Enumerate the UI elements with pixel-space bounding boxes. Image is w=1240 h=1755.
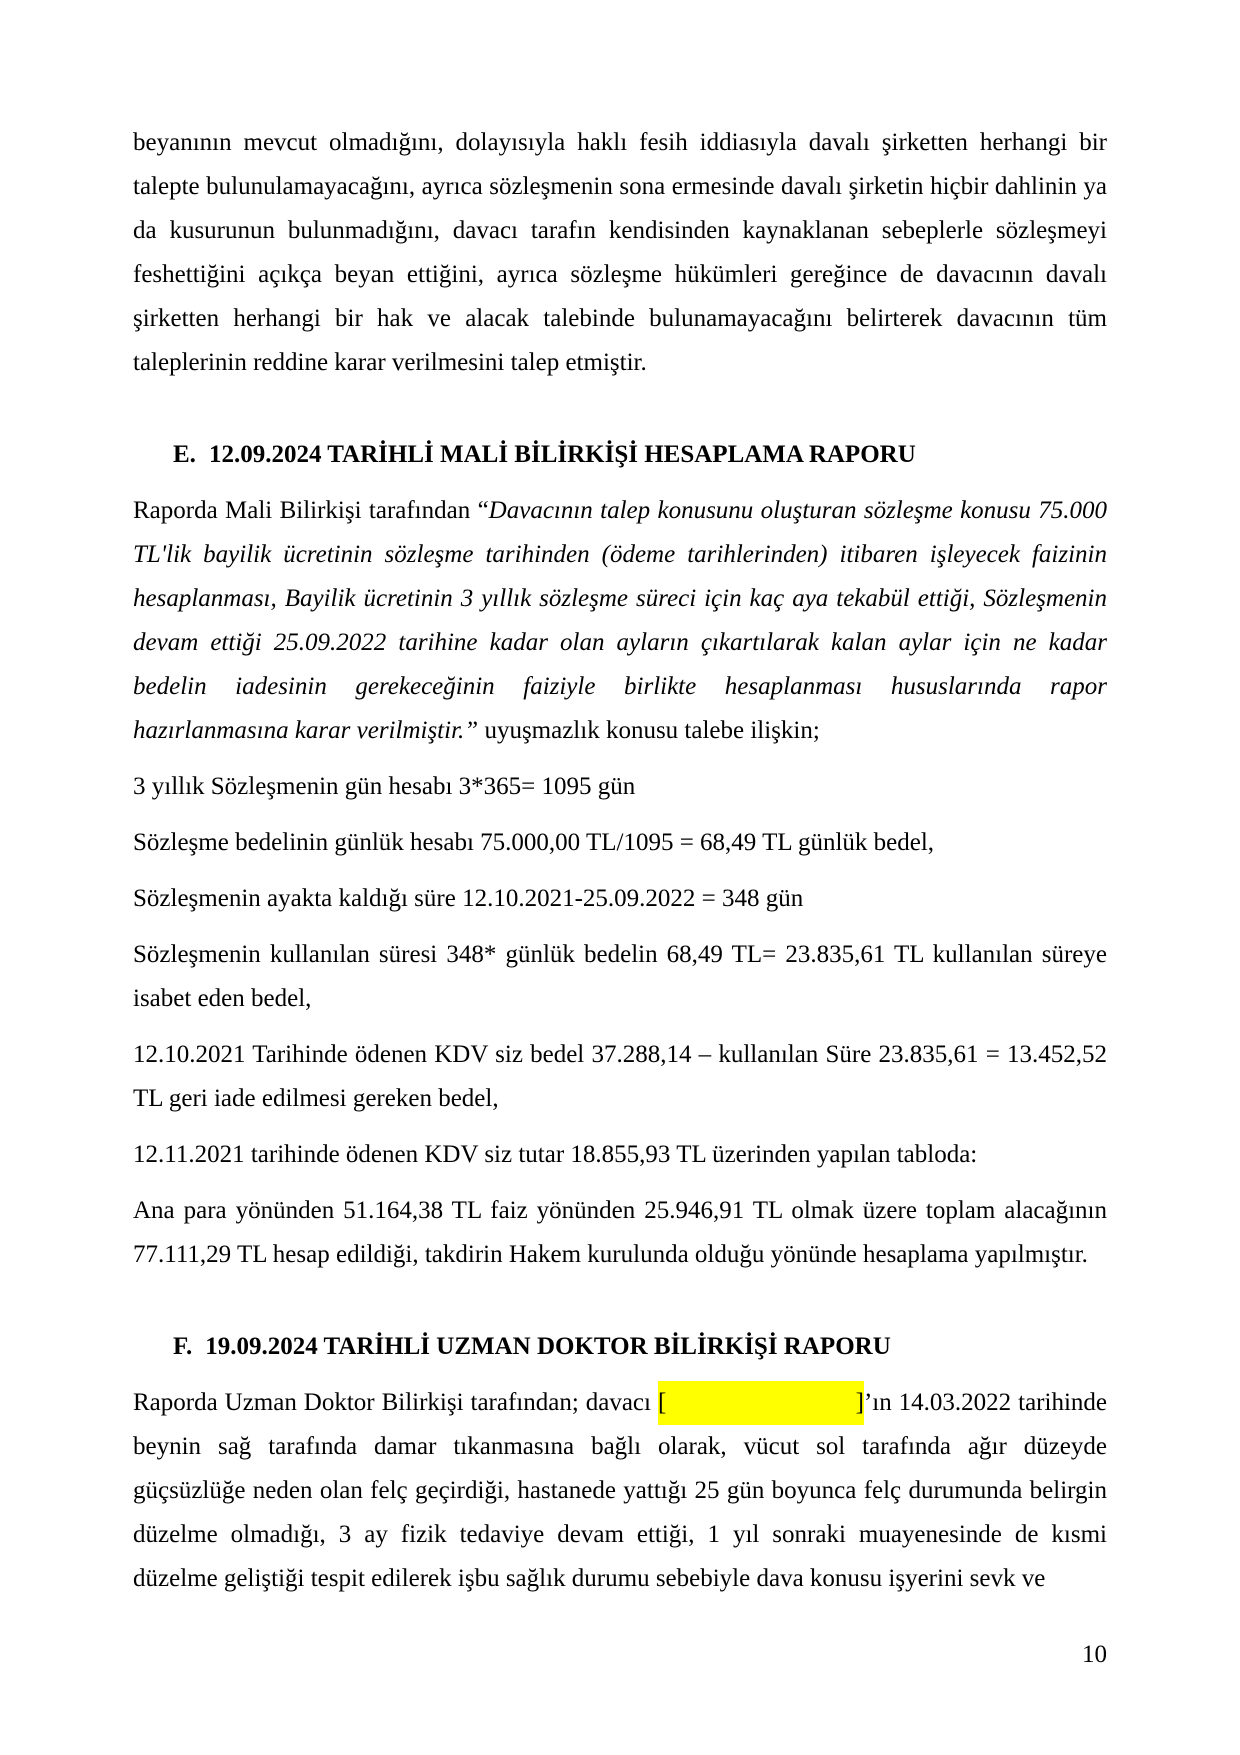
quoted-expert-assignment: Davacının talep konusunu oluşturan sözleşme konusu 75.000 TL'lik bayilik ücretinin sözleşme tarihinden (ödeme tarihlerinden) itibaren işleyecek faizinin hesaplanması, Bayilik ücretinin 3 yıllık sözleşme süreci için kaç aya tekabül ettiği, Sözleşmenin devam ettiği 25.09.2022 tarihine kadar olan ayların çıkartılarak kalan aylar için ne kadar bedelin iadesinin gerekeceğinin faiziyle birlikte hesaplanması hususlarında rapor hazırlanmasına karar verilmiştir.” (133, 497, 1107, 744)
paragraph-lead: Raporda Mali Bilirkişi tarafından “ (133, 497, 489, 524)
paragraph-tail: uyuşmazlık konusu talebe ilişkin; (478, 717, 820, 744)
section-f-heading (133, 1325, 1107, 1369)
paragraph-doctor-expert-report (133, 1381, 1107, 1601)
calc-line-daily-rate: Sözleşme bedelinin günlük hesabı 75.000,00 TL/1095 = 68,49 TL günlük bedel, (133, 829, 935, 856)
calc-line-vat-excluded-amount: 12.11.2021 tarihinde ödenen KDV siz tutar 18.855,93 TL üzerinden yapılan tabloda: (133, 1141, 978, 1168)
section-f-label: F. (173, 1333, 193, 1360)
section-e-title: 12.09.2024 TARİHLİ MALİ BİLİRKİŞİ HESAPLAMA RAPORU (208, 441, 916, 468)
paragraph-lead: Raporda Uzman Doktor Bilirkişi tarafından; davacı (133, 1389, 658, 1416)
paragraph-financial-expert-report (133, 489, 1107, 753)
paragraph-defense-claims: beyanının mevcut olmadığını, dolayısıyla haklı fesih iddiasıyla davalı şirketten herhangi bir talepte bulunulamayacağını, ayrıca sözleşmenin sona ermesinde davalı şirketin hiçbir dahlinin ya da kusurunun bulunmadığını, davacı tarafın kendisinden kaynaklanan sebeplerle sözleşmeyi feshettiğini açıkça beyan ettiğini, ayrıca sözleşme hükümleri gereğince de davacının davalı şirketten herhangi bir hak ve alacak talebinde bulunamayacağını belirterek davacının tüm taleplerinin reddine karar verilmesini talep etmiştir. (133, 129, 1107, 376)
redaction-close-bracket: ] (855, 1389, 864, 1416)
calc-line-used-period: Sözleşmenin kullanılan süresi 348* günlük bedelin 68,49 TL= 23.835,61 TL kullanılan süreye isabet eden bedel, (133, 941, 1107, 1012)
calc-line-refund-amount: 12.10.2021 Tarihinde ödenen KDV siz bedel 37.288,14 – kullanılan Süre 23.835,61 = 13.452,52 TL geri iade edilmesi gereken bedel, (133, 1041, 1107, 1112)
section-e-label: E. (173, 441, 196, 468)
redacted-name-highlight (658, 1381, 864, 1425)
calc-line-total-receivable: Ana para yönünden 51.164,38 TL faiz yönünden 25.946,91 TL olmak üzere toplam alacağının 77.111,29 TL hesap edildiği, takdirin Hakem kurulunda olduğu yönünde hesaplama yapılmıştır. (133, 1197, 1107, 1268)
section-e-heading (133, 433, 1107, 477)
section-f-title: 19.09.2024 TARİHLİ UZMAN DOKTOR BİLİRKİŞİ RAPORU (205, 1333, 891, 1360)
calc-line-contract-days: 3 yıllık Sözleşmenin gün hesabı 3*365= 1095 gün (133, 773, 636, 800)
calc-line-contract-duration: Sözleşmenin ayakta kaldığı süre 12.10.2021-25.09.2022 = 348 gün (133, 885, 804, 912)
page-number: 10 (1082, 1641, 1107, 1668)
paragraph-tail: ’ın 14.03.2022 tarihinde beynin sağ tarafında damar tıkanmasına bağlı olarak, vücut sol tarafında ağır düzeyde güçsüzlüğe neden olan felç geçirdiği, hastanede yattığı 25 gün boyunca felç durumunda belirgin düzelme olmadığı, 3 ay fizik tedaviye devam ettiği, 1 yıl sonraki muayenesinde de kısmi düzelme geliştiği tespit edilerek işbu sağlık durumu sebebiyle dava konusu işyerini sevk ve (133, 1389, 1107, 1592)
redaction-open-bracket: [ (657, 1389, 667, 1416)
